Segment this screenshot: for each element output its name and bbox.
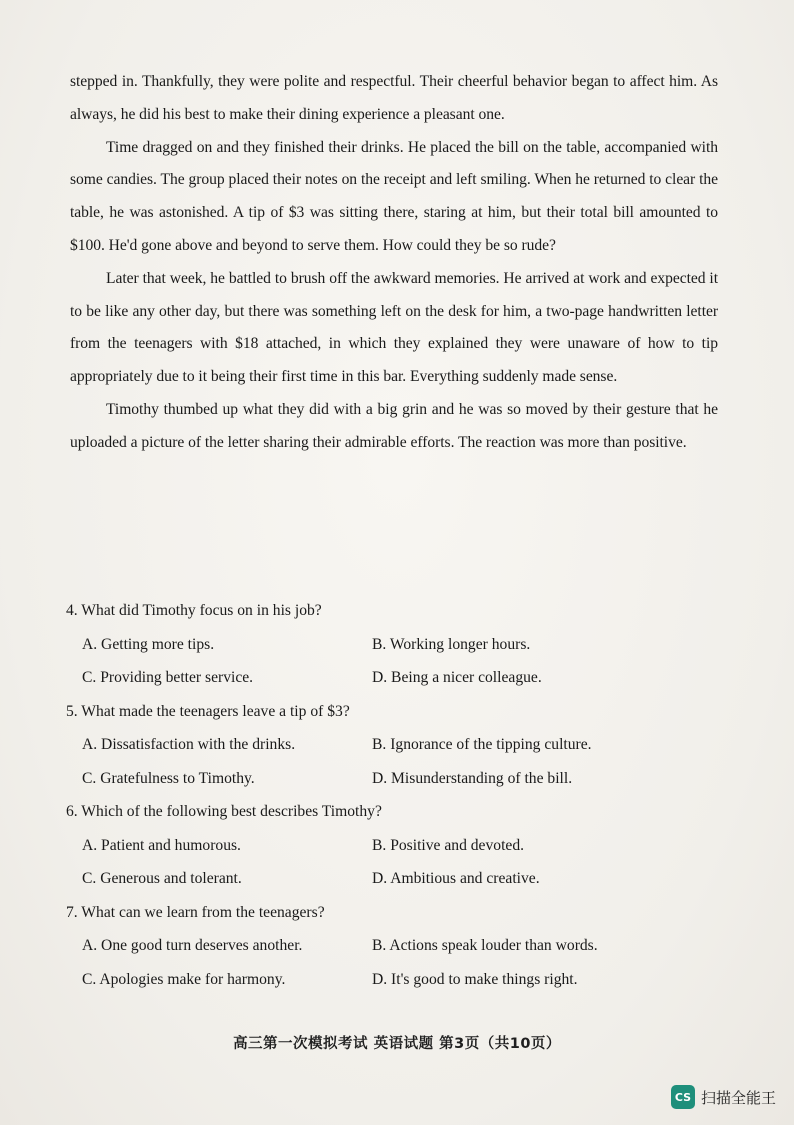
option-row [66, 963, 726, 997]
option-row [66, 661, 726, 695]
option-c: C. Gratefulness to Timothy. [82, 769, 255, 787]
camscanner-logo-icon: CS [671, 1085, 695, 1109]
option-c: C. Providing better service. [82, 669, 254, 686]
scanner-watermark [671, 1085, 776, 1109]
option-row [66, 762, 726, 796]
question-stem: 6. Which of the following best describes Timothy? [66, 803, 382, 820]
option-row [66, 829, 726, 863]
option-d: D. It's good to make things right. [372, 970, 578, 988]
option-b: B. Ignorance of the tipping culture. [372, 736, 592, 753]
option-a: A. Patient and humorous. [82, 836, 241, 854]
option-d: D. Ambitious and creative. [372, 870, 540, 887]
page-footer: 高三第一次模拟考试 英语试题 第3页（共10页） [233, 1036, 561, 1052]
question-6 [66, 795, 726, 896]
reading-passage [70, 66, 718, 460]
question-5 [66, 695, 726, 796]
passage-paragraph-2: Time dragged on and they finished their drinks. He placed the bill on the table, accompanied with some candies. The group placed their notes on the receipt and left smiling. When he returned to clear the table, he was astonished. A tip of $3 was sitting there, staring at him, but their total bill amounted to $100. He'd gone above and beyond to serve them. How could they be so rude? [70, 138, 718, 254]
option-a: A. One good turn deserves another. [82, 937, 303, 954]
passage-paragraph-4: Timothy thumbed up what they did with a big grin and he was so moved by their gesture that he uploaded a picture of the letter sharing their admirable efforts. The reaction was more than positive. [70, 400, 718, 451]
option-row [66, 862, 726, 896]
option-a: A. Dissatisfaction with the drinks. [82, 736, 296, 753]
question-stem: 7. What can we learn from the teenagers? [66, 903, 325, 921]
option-c: C. Generous and tolerant. [82, 870, 242, 887]
question-4 [66, 594, 726, 695]
passage-paragraph-1: stepped in. Thankfully, they were polite and respectful. Their cheerful behavior began to affect him. As always, he did his best to make their dining experience a pleasant one. [70, 73, 718, 123]
option-row [66, 728, 726, 762]
question-stem: 4. What did Timothy focus on in his job? [66, 602, 322, 619]
passage-paragraph-3: Later that week, he battled to brush off the awkward memories. He arrived at work and expected it to be like any other day, but there was something left on the desk for him, a two-page handwritten letter from the teenagers with $18 attached, in which they explained they were unaware of how to tip appropriately due to it being their first time in this bar. Everything suddenly made sense. [70, 269, 718, 386]
option-row [66, 929, 726, 963]
option-d: D. Being a nicer colleague. [372, 669, 542, 686]
watermark-label: 扫描全能王 [700, 1088, 776, 1107]
question-stem: 5. What made the teenagers leave a tip of $3? [66, 702, 350, 720]
option-d: D. Misunderstanding of the bill. [372, 769, 573, 787]
option-a: A. Getting more tips. [82, 635, 215, 653]
option-c: C. Apologies make for harmony. [82, 970, 286, 988]
option-b: B. Working longer hours. [372, 635, 531, 653]
option-row [66, 628, 726, 662]
option-b: B. Actions speak louder than words. [372, 937, 598, 954]
question-list [66, 594, 726, 996]
option-b: B. Positive and devoted. [372, 836, 525, 854]
question-7 [66, 896, 726, 997]
